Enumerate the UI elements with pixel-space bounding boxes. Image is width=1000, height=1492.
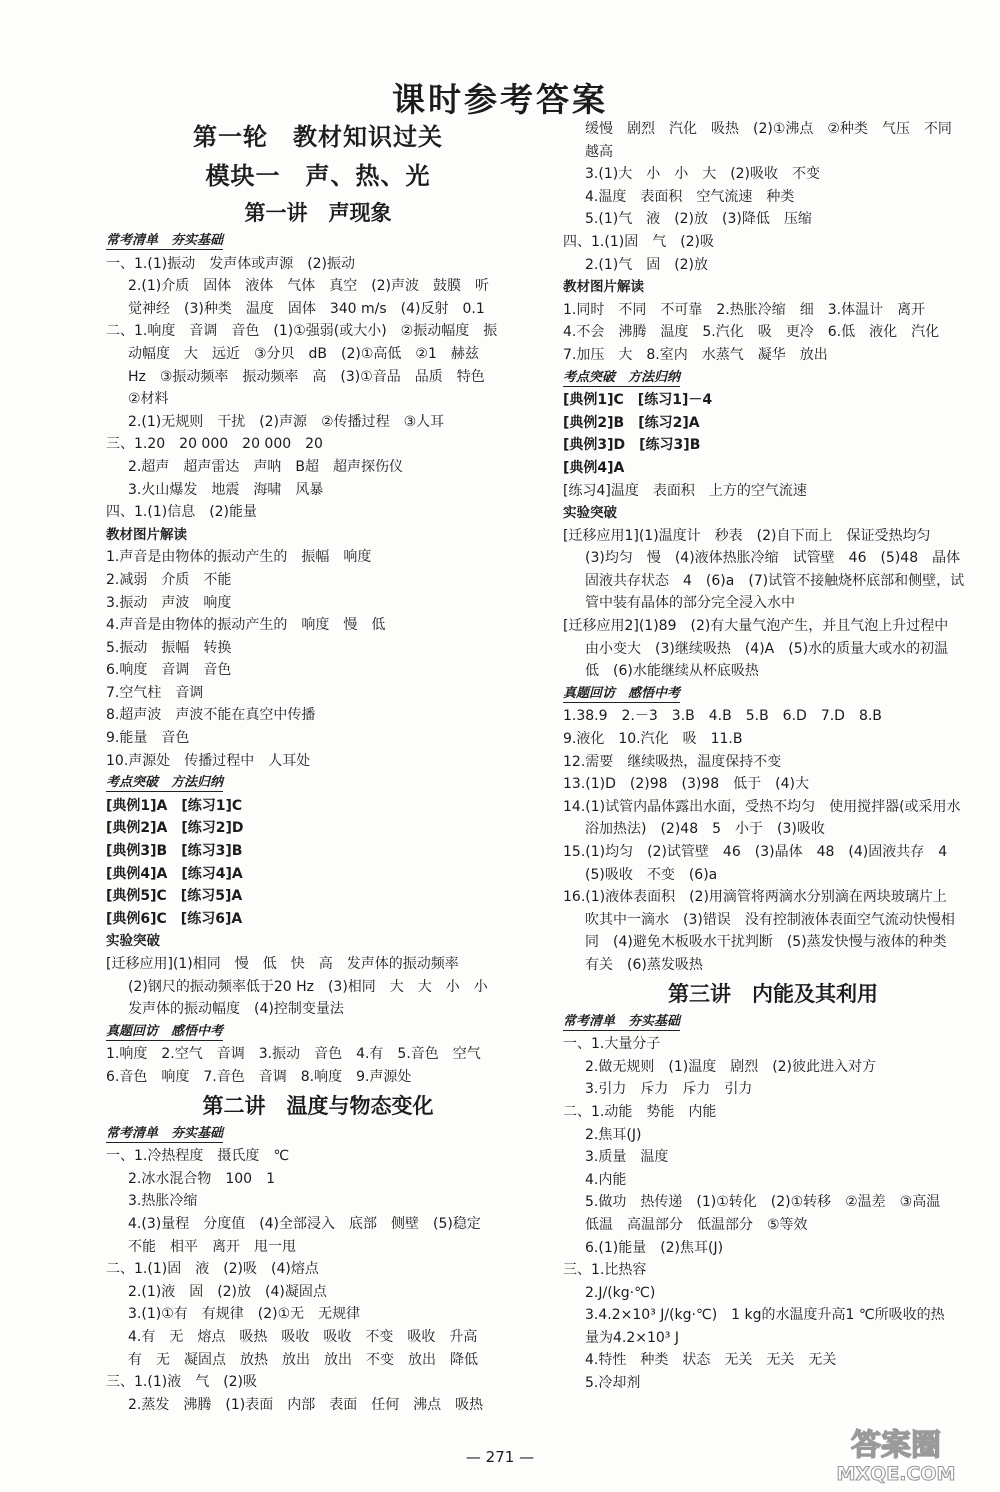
right-answer-line: 16.(1)液体表面积 (2)用滴管将两滴水分别滴在两块玻璃片上 — [563, 889, 947, 906]
left-answer-line: 动幅度 大 远近 ③分贝 dB (2)①高低 ②1 赫兹 — [128, 345, 479, 362]
right-answer-line: 管中装有晶体的部分完全浸入水中 — [585, 595, 795, 612]
right-answer-line: 5.(1)气 液 (2)放 (3)降低 压缩 — [585, 211, 812, 228]
left-answer-line: [迁移应用](1)相同 慢 低 快 高 发声体的振动频率 — [106, 956, 459, 972]
left-answer-line: Hz ③振动频率 振动频率 高 (3)①音品 品质 特色 — [128, 368, 485, 385]
right-answer-line: [迁移应用2](1)89 (2)有大量气泡产生，并且气泡上升过程中 — [563, 618, 949, 635]
right-answer-line: 3.4.2×10³ J/(kg·℃) 1 kg的水温度升高1 ℃所吸收的热 — [585, 1307, 945, 1324]
left-subsection-heading — [106, 1123, 530, 1146]
watermark-url: MXQE.COM — [836, 1463, 956, 1485]
right-answer-line: 2.做无规则 (1)温度 剧烈 (2)彼此进入对方 — [585, 1058, 877, 1075]
left-answer-line: 四、1.(1)信息 (2)能量 — [106, 504, 258, 521]
left-answer-line: 3.热胀冷缩 — [128, 1193, 198, 1210]
left-answer-line: 2.(1)液 固 (2)放 (4)凝固点 — [128, 1283, 327, 1300]
left-answer-line: 不能 相平 离开 甩一甩 — [128, 1238, 296, 1255]
right-answer-line: 有关 (6)蒸发吸热 — [585, 956, 703, 973]
right-answer-line: 15.(1)均匀 (2)试管壁 46 (3)晶体 48 (4)固液共存 4 — [563, 844, 948, 860]
left-answer-line: (2)钢尺的振动频率低于20 Hz (3)相同 大 大 小 小 — [128, 978, 488, 995]
left-answer-line: 2.蒸发 沸腾 (1)表面 内部 表面 任何 沸点 吸热 — [128, 1396, 484, 1413]
left-answer-line: 4.有 无 熔点 吸热 吸收 吸收 不变 吸收 升高 — [128, 1328, 478, 1345]
left-answer-line: 一、1.冷热程度 摄氏度 ℃ — [106, 1148, 290, 1165]
left-answer-line: 5.振动 振幅 转换 — [106, 639, 232, 656]
left-answer-line: 6.音色 响度 7.音色 音调 8.响度 9.声源处 — [106, 1068, 412, 1085]
left-answer-line: 3.振动 声波 响度 — [106, 594, 232, 611]
left-subsection-heading — [106, 230, 530, 253]
left-answer-line: 2.冰水混合物 100 1 — [128, 1170, 275, 1187]
right-answer-line: 4.不会 沸腾 温度 5.汽化 吸 更冷 6.低 液化 汽化 — [563, 324, 940, 341]
right-answer-line: 量为4.2×10³ J — [585, 1329, 680, 1346]
right-answer-line: 7.加压 大 8.室内 水蒸气 凝华 放出 — [563, 346, 828, 363]
left-answer-line: 2.(1)无规则 干扰 (2)声源 ②传播过程 ③人耳 — [128, 413, 445, 430]
right-answer-line: [典例2]B [练习2]A — [563, 414, 700, 431]
left-answer-line: 二、1.(1)固 液 (2)吸 (4)熔点 — [106, 1261, 319, 1278]
right-answer-line: 缓慢 剧烈 汽化 吸热 (2)①沸点 ②种类 气压 不同 — [585, 121, 952, 137]
right-answer-line: 3.质量 温度 — [585, 1149, 669, 1166]
right-answer-line: 一、1.大量分子 — [563, 1036, 661, 1053]
right-answer-line: 6.(1)能量 (2)焦耳(J) — [585, 1239, 724, 1256]
left-answer-line: 三、1.20 20 000 20 000 20 — [106, 436, 323, 453]
subsection-heading-text: 常考清单 夯实基础 — [563, 1013, 681, 1029]
left-answer-line: 有 无 凝固点 放热 放出 放出 不变 放出 降低 — [128, 1351, 478, 1368]
left-answer-line: 8.超声波 声波不能在真空中传播 — [106, 707, 316, 724]
left-answer-line: [典例5]C [练习5]A — [106, 888, 243, 905]
left-column — [106, 118, 530, 1416]
left-answer-line: 2.超声 超声雷达 声呐 B超 超声探伤仪 — [128, 458, 403, 475]
right-answer-line: (5)吸收 不变 (6)a — [585, 866, 718, 883]
left-answer-line: 3.(1)①有 有规律 (2)①无 无规律 — [128, 1306, 361, 1323]
right-answer-line: 4.温度 表面积 空气流速 种类 — [585, 188, 795, 205]
left-answer-line: ②材料 — [128, 391, 169, 408]
left-answer-line: 7.空气柱 音调 — [106, 684, 204, 701]
right-column — [563, 118, 983, 1395]
right-lecture-heading: 第三讲 内能及其利用 — [668, 981, 878, 1006]
left-answer-line: [典例1]A [练习1]C — [106, 797, 243, 814]
right-answer-line: 2.(1)气 固 (2)放 — [585, 256, 709, 273]
right-answer-line: [迁移应用1](1)温度计 秒表 (2)自下而上 保证受热均匀 — [563, 527, 931, 544]
left-answer-line: 2.减弱 介质 不能 — [106, 571, 232, 588]
right-answer-line: 13.(1)D (2)98 (3)98 低于 (4)大 — [563, 776, 809, 793]
left-section-heading: 模块一 声、热、光 — [205, 162, 431, 190]
subsection-heading-text: 常考清单 夯实基础 — [106, 233, 224, 248]
right-answer-line: 5.冷却剂 — [585, 1375, 641, 1392]
right-answer-line: 低 (6)水能继续从杯底吸热 — [585, 663, 759, 680]
right-subsection-heading: 教材图片解读 — [563, 279, 644, 296]
right-subsection-heading — [563, 1011, 983, 1034]
right-answer-line: 四、1.(1)固 气 (2)吸 — [563, 233, 715, 250]
subsection-heading-text: 常考清单 夯实基础 — [106, 1125, 224, 1141]
right-answer-line: 低温 高温部分 低温部分 ⑤等效 — [585, 1216, 808, 1233]
right-answer-line: [典例4]A — [563, 459, 625, 476]
left-subsection-heading: 实验突破 — [106, 933, 160, 950]
left-answer-line: 4.声音是由物体的振动产生的 响度 慢 低 — [106, 617, 386, 634]
right-answer-line: 4.特性 种类 状态 无关 无关 无关 — [585, 1352, 837, 1369]
left-lecture-heading: 第二讲 温度与物态变化 — [202, 1093, 434, 1118]
right-answer-line: 2.焦耳(J) — [585, 1126, 642, 1143]
subsection-heading-text: 考点突破 方法归纳 — [563, 369, 681, 385]
right-answer-line: 5.做功 热传递 (1)①转化 (2)①转移 ②温差 ③高温 — [585, 1194, 941, 1211]
right-answer-line: 由小变大 (3)继续吸热 (4)A (5)水的质量大或水的初温 — [585, 640, 949, 657]
left-subsection-heading — [106, 772, 530, 795]
right-answer-line: 二、1.动能 势能 内能 — [563, 1103, 717, 1120]
watermark-title: 答案圈 — [851, 1428, 941, 1463]
right-answer-line: 1.同时 不同 不可靠 2.热胀冷缩 细 3.体温计 离开 — [563, 301, 926, 318]
left-answer-line: 1.声音是由物体的振动产生的 振幅 响度 — [106, 549, 372, 566]
left-subsection-heading — [106, 1021, 530, 1044]
subsection-heading-text: 考点突破 方法归纳 — [106, 775, 224, 791]
page-title: 课时参考答案 — [392, 80, 608, 119]
left-lecture-heading: 第一讲 声现象 — [244, 201, 392, 225]
right-answer-line: 3.引力 斥力 斥力 引力 — [585, 1081, 753, 1098]
right-answer-line: [练习4]温度 表面积 上方的空气流速 — [563, 482, 807, 499]
right-answer-line: 浴加热法) (2)48 5 小于 (3)吸收 — [585, 821, 825, 838]
right-answer-line: 三、1.比热容 — [563, 1262, 647, 1279]
right-subsection-heading — [563, 367, 983, 390]
right-answer-line: 同 (4)避免木板吸水干扰判断 (5)蒸发快慢与液体的种类 — [585, 934, 947, 951]
left-answer-line: 10.声源处 传播过程中 人耳处 — [106, 752, 311, 769]
right-answer-line: [典例1]C [练习1]－4 — [563, 392, 713, 409]
left-answer-line: 一、1.(1)振动 发声体或声源 (2)振动 — [106, 255, 356, 272]
right-answer-line: 固液共存状态 4 (6)a (7)试管不接触烧杯底部和侧壁，试 — [585, 572, 965, 589]
left-answer-line: 三、1.(1)液 气 (2)吸 — [106, 1374, 258, 1391]
left-answer-line: 3.火山爆发 地震 海啸 风暴 — [128, 481, 324, 498]
left-answer-line: 1.响度 2.空气 音调 3.振动 音色 4.有 5.音色 空气 — [106, 1046, 481, 1063]
right-answer-line: 吹其中一滴水 (3)错误 没有控制液体表面空气流动快慢相 — [585, 911, 955, 928]
left-section-heading: 第一轮 教材知识过关 — [193, 123, 443, 151]
left-answer-line: 4.(3)量程 分度值 (4)全部浸入 底部 侧壁 (5)稳定 — [128, 1215, 481, 1232]
left-answer-line: 二、1.响度 音调 音色 (1)①强弱(或大小) ②振动幅度 振 — [106, 323, 498, 340]
subsection-heading-text: 真题回访 感悟中考 — [106, 1023, 224, 1039]
right-answer-line: 2.J/(kg·℃) — [585, 1284, 656, 1301]
right-answer-line: 1.38.9 2.－3 3.B 4.B 5.B 6.D 7.D 8.B — [563, 708, 882, 725]
left-answer-line: 觉神经 (3)种类 温度 固体 340 m/s (4)反射 0.1 — [128, 300, 485, 317]
right-answer-line: 14.(1)试管内晶体露出水面，受热不均匀 使用搅拌器(或采用水 — [563, 798, 961, 815]
left-answer-line: 发声体的振动幅度 (4)控制变量法 — [128, 1001, 344, 1018]
right-answer-line: (3)均匀 慢 (4)液体热胀冷缩 试管壁 46 (5)48 晶体 — [585, 550, 961, 567]
right-answer-line: [典例3]D [练习3]B — [563, 437, 701, 454]
right-answer-line: 12.需要 继续吸热，温度保持不变 — [563, 753, 782, 770]
right-subsection-heading: 实验突破 — [563, 505, 617, 522]
page-number: — 271 — — [465, 1448, 535, 1466]
left-answer-line: 6.响度 音调 音色 — [106, 662, 232, 679]
left-answer-line: [典例2]A [练习2]D — [106, 820, 244, 837]
left-answer-line: [典例3]B [练习3]B — [106, 843, 243, 860]
left-answer-line: 2.(1)介质 固体 液体 气体 真空 (2)声波 鼓膜 听 — [128, 278, 490, 295]
left-subsection-heading: 教材图片解读 — [106, 526, 187, 543]
right-answer-line: 4.内能 — [585, 1171, 627, 1188]
left-answer-line: [典例4]A [练习4]A — [106, 865, 243, 882]
right-answer-line: 3.(1)大 小 小 大 (2)吸收 不变 — [585, 166, 821, 183]
right-answer-line: 越高 — [585, 143, 613, 160]
right-subsection-heading — [563, 683, 983, 706]
left-answer-line: 9.能量 音色 — [106, 730, 190, 747]
subsection-heading-text: 真题回访 感悟中考 — [563, 685, 681, 701]
watermark-logo — [798, 1424, 994, 1486]
right-answer-line: 9.液化 10.汽化 吸 11.B — [563, 731, 743, 748]
left-answer-line: [典例6]C [练习6]A — [106, 910, 243, 927]
